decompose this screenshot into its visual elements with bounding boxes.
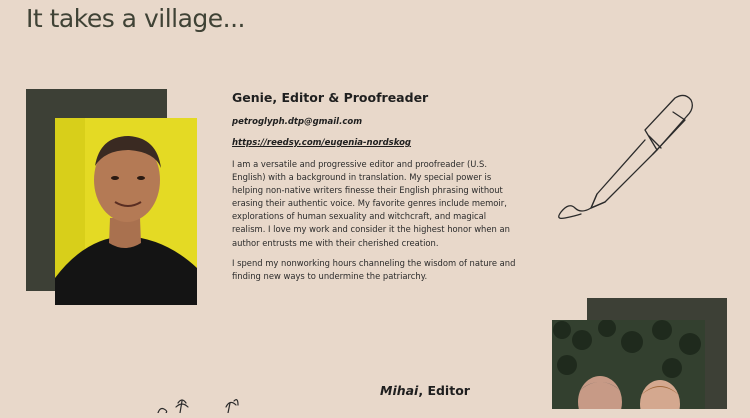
plant-sprig-icon <box>150 393 250 418</box>
editor-name-heading <box>380 383 470 398</box>
editor-photo-genie <box>55 118 197 305</box>
editor-name-heading: Genie, Editor & Proofreader <box>232 90 429 105</box>
editor-name: Mihai <box>380 383 419 398</box>
reedsy-profile-link[interactable]: https://reedsy.com/eugenia-nordskog <box>232 138 412 148</box>
bio-paragraph: I spend my nonworking hours channeling the wisdom of nature and finding new ways to undermine the patriarchy. <box>232 258 516 282</box>
email-link[interactable]: petroglyph.dtp@gmail.com <box>232 117 363 127</box>
bio-paragraph: I am a versatile and progressive editor and proofreader (U.S. English) with a background in translation. My special power is helping non-native writers finesse their English phrasing without erasing their authentic voice. My favorite genres include memoir, explorations of human sexuality and witchcraft, and magical realism. I love my work and consider it the highest honor when an author entrusts me with their cherished creation. <box>232 159 510 248</box>
page-title: It takes a village... <box>26 4 245 33</box>
editor-photo-mihai <box>552 320 705 409</box>
editor-role: , Editor <box>418 383 470 398</box>
fountain-pen-icon <box>545 90 705 235</box>
